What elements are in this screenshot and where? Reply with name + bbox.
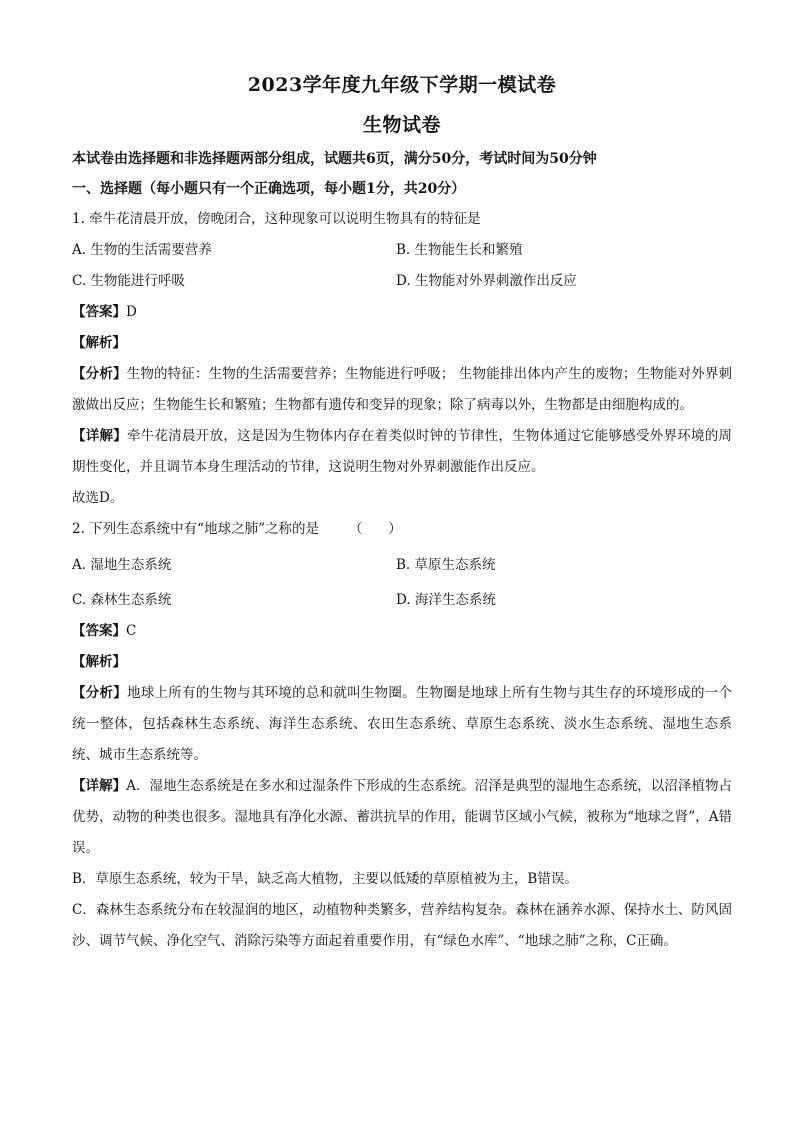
question-1-option-a: A. 生物的生活需要营养	[72, 242, 212, 258]
page-title: 2023学年度九年级下学期一模试卷	[247, 74, 557, 96]
answer-tag: 【答案】	[72, 623, 126, 639]
xiangjie-text: 牵牛花清晨开放，这是因为生物体内存在着类似时钟的节律性，生物体通过它能够感受外界环境的周期性变化，并且调节本身生理活动的节律，这说明生物对外界刺激能作出反应。	[72, 428, 733, 475]
question-2-answer	[72, 616, 732, 647]
question-1-xiangjie	[72, 421, 732, 483]
question-1-analysis-heading	[72, 328, 732, 359]
exam-intro: 本试卷由选择题和非选择题两部分组成，试题共6页，满分50分，考试时间为50分钟	[72, 151, 597, 167]
analysis-tag: 【解析】	[72, 654, 126, 670]
fenxi-text: 生物的特征：生物的生活需要营养；生物能进行呼吸； 生物能排出体内产生的废物；生物能对外界刺激做出反应；生物能生长和繁殖；生物都有遗传和变异的现象；除了病毒以外，生物都是由细胞构成的。	[72, 366, 732, 413]
answer-tag: 【答案】	[72, 304, 126, 320]
question-1-option-c: C. 生物能进行呼吸	[72, 273, 185, 289]
question-1-options-row-2	[72, 266, 732, 297]
question-2-analysis-heading	[72, 647, 732, 678]
question-1-options-row-1	[72, 235, 732, 266]
question-2-option-b: B. 草原生态系统	[396, 557, 496, 573]
xiangjie-tag: 【详解】	[72, 778, 127, 794]
question-1-conclusion: 故选D。	[72, 490, 124, 506]
question-2-option-a: A. 湿地生态系统	[72, 557, 172, 573]
question-2-option-b-explanation: B．草原生态系统，较为干旱，缺乏高大植物，主要以低矮的草原植被为主，B错误。	[72, 871, 578, 887]
question-1-answer	[72, 297, 732, 328]
question-2-option-d: D. 海洋生态系统	[396, 592, 496, 608]
question-1-option-d: D. 生物能对外界刺激作出反应	[396, 273, 577, 289]
page-subtitle: 生物试卷	[362, 114, 441, 136]
question-2-stem: 2. 下列生态系统中有“地球之肺”之称的是 （ ）	[72, 521, 402, 537]
xiangjie-tag: 【详解】	[72, 428, 128, 444]
xiangjie-text: A．湿地生态系统是在多水和过湿条件下形成的生态系统。沼泽是典型的湿地生态系统，以沼泽植物占优势，动物的种类也很多。湿地具有净化水源、蓄洪抗旱的作用，能调节区域小气候，被称为“地球之肾”，A错误。	[72, 778, 732, 856]
question-1-option-b: B. 生物能生长和繁殖	[396, 242, 523, 258]
question-2-option-c-explanation: C．森林生态系统分布在较湿润的地区，动植物种类繁多，营养结构复杂。森林在涵养水源、保持水土、防风固沙、调节气候、净化空气、消除污染等方面起着重要作用，有“绿色水库”、“地球之肺”之称，C正确。	[72, 902, 732, 949]
fenxi-tag: 【分析】	[72, 685, 128, 701]
question-2-xiangjie	[72, 771, 732, 864]
fenxi-text: 地球上所有的生物与其环境的总和就叫生物圈。生物圈是地球上所有生物与其生存的环境形成的一个统一整体，包括森林生态系统、海洋生态系统、农田生态系统、草原生态系统、淡水生态系统、湿地生态系统、城市生态系统等。	[72, 685, 733, 763]
exam-page	[72, 62, 732, 957]
question-2-options-row-1	[72, 545, 732, 585]
analysis-tag: 【解析】	[72, 335, 126, 351]
answer-value: C	[126, 623, 137, 639]
question-2-options-row-2	[72, 585, 732, 616]
answer-value: D	[126, 304, 137, 320]
question-2-option-c: C. 森林生态系统	[72, 592, 172, 608]
question-1-fenxi	[72, 359, 732, 421]
question-1-stem: 1. 牵牛花清晨开放，傍晚闭合，这种现象可以说明生物具有的特征是	[72, 211, 481, 227]
question-2-fenxi	[72, 678, 732, 771]
section-heading: 一、选择题（每小题只有一个正确选项，每小题1分，共20分）	[72, 181, 466, 197]
fenxi-tag: 【分析】	[72, 366, 127, 382]
